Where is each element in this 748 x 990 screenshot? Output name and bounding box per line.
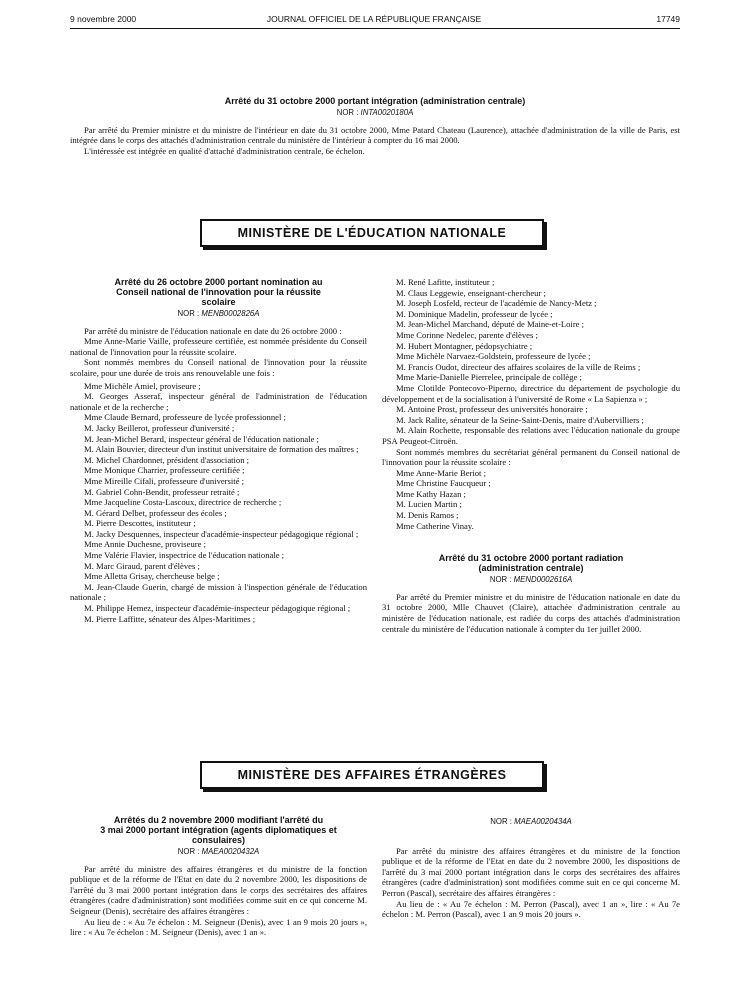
arretes-diplomatiques-right (382, 815, 680, 920)
arretes-diplomatiques-paragraph-2b: Au lieu de : « Au 7e échelon : M. Perron (Pascal), avec 1 an », lire : « Au 7e échelon : M. Perron (Pascal), avec 1 an 9 mois 20 jours ». (382, 898, 680, 920)
member-item: M. Pierre Laffitte, sénateur des Alpes-Maritimes ; (84, 613, 256, 624)
header-page-number: 17749 (656, 14, 680, 24)
secretariat-member-item: M. Lucien Martin ; (396, 499, 462, 510)
member-item: M. Alain Bouvier, directeur d'un institut universitaire de formation des maîtres ; (84, 444, 359, 455)
secretariat-member-item: M. Denis Ramos ; (396, 510, 459, 521)
header-date: 9 novembre 2000 (70, 14, 137, 24)
arrete-interieur (70, 96, 680, 156)
member-item: M. Jean-Michel Berard, inspecteur général de l'éducation nationale ; (84, 433, 319, 444)
member-item: Mme Jacqueline Costa-Lascoux, directrice de recherche ; (84, 497, 282, 508)
arrete-conseil-title-line: Conseil national de l'innovation pour la réussite (116, 287, 321, 297)
member-item: M. Claus Leggewie, enseignant-chercheur ; (396, 287, 546, 298)
member-item: M. Marc Giraud, parent d'élèves ; (84, 560, 200, 571)
member-item: M. Georges Asseraf, inspecteur général de l'administration de l'éducation nationale et de la recherche ; (70, 391, 367, 412)
section-heading-affaires-etrangeres: MINISTÈRE DES AFFAIRES ÉTRANGÈRES (200, 761, 544, 789)
members-list-right (382, 277, 680, 447)
header-journal: JOURNAL OFFICIEL DE LA RÉPUBLIQUE FRANÇAISE (266, 14, 482, 24)
member-item: M. Jean-Michel Marchand, député de Maine-et-Loire ; (396, 319, 585, 330)
secretariat-member-item: Mme Kathy Hazan ; (396, 488, 466, 499)
member-item: Mme Michèle Amiel, proviseure ; (84, 380, 201, 391)
member-item: M. Gérard Delbet, professeur des écoles ; (84, 507, 227, 518)
member-item: M. Francis Oudot, directeur des affaires scolaires de la ville de Reims ; (396, 361, 641, 372)
member-item: M. René Lafitte, instituteur ; (396, 277, 495, 287)
member-item: Mme Michèle Narvaez-Goldstein, professeure de lycée ; (396, 351, 591, 362)
arretes-diplomatiques-paragraph-2: Par arrêté du ministre des affaires étrangères et du ministre de la fonction publique et de la réforme de l'Etat en date du 2 novembre 2000, les dispositions de l'arrêté du 3 mai 2000 portant intégration dans le corps des secrétaires des affaires étrangères (cadre d'administration) sont modifiées comme suit en ce qui concerne M. Perron (Pascal), secrétaire des affaires étrangères : (382, 845, 680, 898)
header-rule (70, 28, 680, 29)
arretes-diplomatiques-paragraph-1b: Au lieu de : « Au 7e échelon : M. Seigneur (Denis), avec 1 an 9 mois 20 jours », lire : « Au 7e échelon : M. Seigneur (Denis), avec 1 an ». (70, 916, 367, 938)
arrete-interieur-nor: NOR : INTA0020180A (336, 108, 414, 117)
member-item: Mme Claude Bernard, professeure de lycée professionnel ; (84, 412, 286, 423)
arretes-diplomatiques-nor-1: NOR : MAEA0020432A (177, 847, 260, 856)
arrete-radiation-paragraph: Par arrêté du Premier ministre et du ministre de l'éducation nationale en date du 31 octobre 2000, Mlle Chauvet (Claire), attachée d'administration centrale au ministère de l'éducation nationale, est radiée du corps des attachés d'administration centrale du ministère de l'éducation nationale à compter du 1er juillet 2000. (382, 591, 680, 634)
arrete-interieur-title: Arrêté du 31 octobre 2000 portant intégration (administration centrale) (224, 96, 526, 106)
secretariat-intro: Sont nommés membres du secrétariat général permanent du Conseil national de l'innovation pour la réussite scolaire : (382, 446, 680, 468)
secretariat-member-item: Mme Christine Faucqueur ; (396, 478, 491, 489)
member-item: M. Dominique Madelin, professeur de lycée ; (396, 308, 553, 319)
member-item: M. Jean-Claude Guerin, chargé de mission à l'inspection générale de l'éducation nationale ; (70, 581, 367, 603)
arrete-conseil-nor: NOR : MENB0002826A (177, 309, 260, 318)
arretes-diplomatiques-title-line: Arrêtés du 2 novembre 2000 modifiant l'arrêté du (113, 815, 324, 825)
arrete-conseil-column (70, 277, 367, 624)
arretes-diplomatiques-paragraph-1: Par arrêté du ministre des affaires étrangères et du ministre de la fonction publique et de la réforme de l'Etat en date du 2 novembre 2000, les dispositions de l'arrêté du 3 mai 2000 portant intégration dans le corps des secrétaires des affaires étrangères (cadre d'administration) sont modifiées comme suit en ce qui concerne M. Seigneur (Denis), secrétaire des affaires étrangères : (70, 863, 367, 916)
member-item: M. Philippe Hemez, inspecteur d'académie-inspecteur pédagogique régional ; (84, 603, 351, 614)
member-item: M. Jacky Beillerot, professeur d'université ; (84, 422, 235, 433)
arrete-radiation (382, 553, 680, 634)
section-heading-education: MINISTÈRE DE L'ÉDUCATION NATIONALE (200, 219, 544, 247)
arrete-interieur-paragraph: Par arrêté du Premier ministre et du ministre de l'intérieur en date du 31 octobre 2000, Mme Patard Chateau (Laurence), attachée d'administration de la ville de Paris, est intégrée dans le corps des attachés d'administration centrale du ministère de l'intérieur à compter du 16 mai 2000. (70, 124, 680, 146)
arrete-conseil-intro: Par arrêté du ministre de l'éducation nationale en date du 26 octobre 2000 : (84, 325, 342, 336)
member-item: M. Michel Chardonnet, président d'association ; (84, 454, 250, 465)
arrete-interieur-paragraph: L'intéressée est intégrée en qualité d'attaché d'administration centrale, 6e échelon. (84, 145, 365, 156)
arrete-conseil-title-line: scolaire (201, 297, 236, 307)
member-item: M. Jack Ralite, sénateur de la Seine-Saint-Denis, maire d'Aubervilliers ; (396, 414, 644, 425)
member-item: M. Pierre Descottes, instituteur ; (84, 518, 196, 529)
member-item: M. Antoine Prost, professeur des universités honoraire ; (396, 404, 588, 415)
member-item: Mme Alletta Grisay, chercheuse belge ; (84, 571, 220, 582)
arrete-conseil-members-intro: Sont nommés membres du Conseil national de l'innovation pour la réussite scolaire, pour une durée de trois ans renouvelable une fois : (70, 357, 367, 378)
arrete-conseil-nomination: Mme Anne-Marie Vaille, professeure certifiée, est nommée présidente du Conseil national de l'innovation pour la réussite scolaire. (70, 336, 367, 357)
member-item: Mme Mireille Cifali, professeure d'université ; (84, 475, 245, 486)
arrete-radiation-title-line: (administration centrale) (478, 563, 584, 574)
arretes-diplomatiques-title-line: consulaires) (191, 835, 246, 845)
arretes-diplomatiques-left (70, 815, 367, 938)
right-column (382, 277, 680, 634)
member-item: Mme Corinne Nedelec, parente d'élèves ; (396, 329, 538, 340)
arrete-conseil-title-line: Arrêté du 26 octobre 2000 portant nomination au (114, 277, 323, 287)
member-item: Mme Monique Charrier, professeure certifiée ; (84, 465, 245, 476)
secretariat-member-item: Mme Catherine Vinay. (396, 520, 474, 531)
members-list-left (70, 381, 367, 625)
arretes-diplomatiques-title-line: 3 mai 2000 portant intégration (agents diplomatiques et (100, 825, 337, 835)
member-item: Mme Clotilde Pontecovo-Piperno, directrice du département de psychologie du développement et de la socialisation à l'université de Rome « La Sapienza » ; (382, 382, 680, 404)
secretariat-list (382, 468, 680, 532)
arrete-radiation-nor: NOR : MEND0002616A (489, 575, 573, 585)
member-item: Mme Valérie Flavier, inspectrice de l'éducation nationale ; (84, 550, 285, 561)
member-item: M. Alain Rochette, responsable des relations avec l'éducation nationale du groupe PSA Peugeot-Citroën. (382, 425, 680, 446)
secretariat-member-item: Mme Anne-Marie Beriot ; (396, 467, 486, 478)
member-item: Mme Marie-Danielle Pierrelee, principale de collège ; (396, 372, 582, 383)
member-item: M. Hubert Montagner, pédopsychiatre ; (396, 340, 533, 351)
member-item: Mme Annie Duchesne, proviseure ; (84, 539, 206, 550)
arretes-diplomatiques-nor-2: NOR : MAEA0020434A (490, 817, 572, 826)
member-item: M. Joseph Losfeld, recteur de l'académie de Nancy-Metz ; (396, 298, 597, 309)
member-item: M. Gabriel Cohn-Bendit, professeur retraité ; (84, 486, 240, 497)
arrete-radiation-title-line: Arrêté du 31 octobre 2000 portant radiation (438, 553, 624, 564)
member-item: M. Jacky Desquennes, inspecteur d'académie-inspecteur pédagogique régional ; (84, 528, 359, 539)
